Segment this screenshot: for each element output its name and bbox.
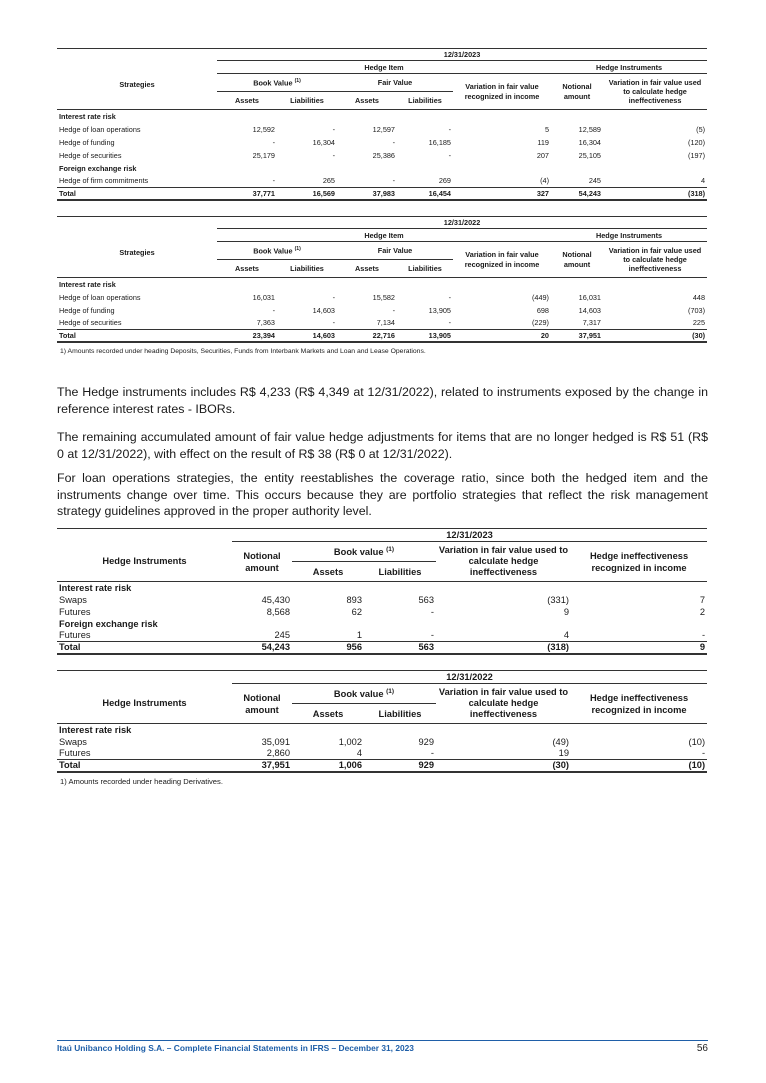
table-date: 12/31/2023 [217,49,707,61]
table-row: Hedge of funding - 14,603 - 13,905 698 14,603 (703) [59,305,706,315]
footnote: 1) Amounts recorded under heading Deposits, Securities, Funds from Interbank Markets and Loan and Lease Operations. [60,348,426,355]
table-row: Hedge of securities 25,179 - 25,386 - 207 25,105 (197) [59,150,706,160]
table-row: Futures 245 1 - 4 - [59,630,706,641]
assets-header: Assets [355,264,379,273]
variation-ineff-header: Variation in fair value used to calculate hedge ineffectiveness [608,246,702,273]
section-title: Interest rate risk [57,582,707,594]
footer-divider [57,1040,708,1041]
instruments-table-2022 [57,670,707,773]
section-title: Interest rate risk [57,110,707,123]
page-number: 56 [696,1043,708,1054]
hedge-item-header: Hedge Item [217,229,551,242]
assets-header: Assets [235,96,259,105]
variation-ineff-header: Variation in fair value used to calculate hedge ineffectiveness [438,545,569,577]
fair-value-header: Fair Value [337,242,453,260]
paragraph: The remaining accumulated amount of fair value hedge adjustments for items that are no longer hedged is R$ 51 (R$ 0 at 12/31/2022), with effect on the result of R$ 38 (R$ 0 at 12/31/2022). [57,430,708,461]
hedge-table-2023 [57,48,707,201]
table-row: Futures 2,860 4 - 19 - [59,748,706,759]
table-date: 12/31/2022 [217,217,707,229]
table-row: Hedge of loan operations 12,592 - 12,597 - 5 12,589 (5) [59,124,706,134]
footer-title: Itaú Unibanco Holding S.A. – Complete Financial Statements in IFRS – December 31, 2023 [57,1043,414,1053]
section-title: Interest rate risk [57,278,707,291]
variation-header: Variation in fair value recognized in income [464,249,540,269]
variation-header: Variation in fair value recognized in income [464,81,540,101]
total-row: Total 37,951 1,006 929 (30) (10) [59,760,706,771]
notional-header: Notional amount [243,550,281,573]
strategies-header: Strategies [119,80,155,90]
assets-header: Assets [235,264,259,273]
table-date: 12/31/2022 [232,671,707,684]
table-date: 12/31/2023 [232,529,707,542]
assets-header: Assets [312,708,344,719]
paragraph: The Hedge instruments includes R$ 4,233 (R$ 4,349 at 12/31/2022), related to instruments exposed by the change in reference interest rates - IBORs. [57,385,708,416]
instruments-table-2023 [57,528,707,655]
variation-ineff-header: Variation in fair value used to calculate hedge ineffectiveness [608,78,702,105]
table-row: Hedge of firm commitments - 265 - 269 (4) 245 4 [59,176,706,186]
liabilities-header: Liabilities [408,264,442,273]
notional-header: Notional amount [562,81,592,101]
paragraph: For loan operations strategies, the entity reestablishes the coverage ratio, since both the hedged item and the instruments change over time. This occurs because they are portfolio strategies that reflect the risk management strategy guidelines approved in the proper authority level. [57,471,708,518]
hedge-instruments-header: Hedge Instruments [551,229,707,242]
strategies-header: Strategies [119,248,155,258]
book-value-header: Book Value $^{(1)}$ [217,242,337,260]
book-value-header: Book value $^{(1)}$ [292,542,436,562]
section-title: Foreign exchange risk [59,163,137,173]
fair-value-header: Fair Value [337,74,453,92]
hedge-instruments-header: Hedge Instruments [102,556,187,567]
total-row: Total 37,771 16,569 37,983 16,454 327 54,243 (318) [59,188,706,198]
book-value-header: Book value $^{(1)}$ [292,684,436,704]
assets-header: Assets [355,96,379,105]
footnote: 1) Amounts recorded under heading Derivatives. [60,777,223,786]
total-row: Total 23,394 14,603 22,716 13,905 20 37,951 (30) [59,330,706,340]
section-title: Foreign exchange risk [59,618,158,629]
table-row: Futures 8,568 62 - 9 2 [59,606,706,617]
section-title: Interest rate risk [57,724,707,736]
hedge-table-2022 [57,216,707,343]
hedge-item-header: Hedge Item [217,61,551,74]
liabilities-header: Liabilities [290,264,324,273]
liabilities-header: Liabilities [408,96,442,105]
liabilities-header: Liabilities [290,96,324,105]
table-row: Swaps 45,430 893 563 (331) 7 [59,594,706,605]
hedge-ineff-header: Hedge ineffectiveness recognized in income [589,550,689,573]
table-row: Hedge of loan operations 16,031 - 15,582 - (449) 16,031 448 [59,292,706,302]
liabilities-header: Liabilities [378,566,422,577]
table-row: Hedge of funding - 16,304 - 16,185 119 16,304 (120) [59,137,706,147]
table-row: Swaps 35,091 1,002 929 (49) (10) [59,736,706,747]
total-row: Total 54,243 956 563 (318) 9 [59,642,706,653]
variation-ineff-header: Variation in fair value used to calculate hedge ineffectiveness [438,687,569,719]
hedge-instruments-header: Hedge Instruments [551,61,707,74]
liabilities-header: Liabilities [378,708,422,719]
table-row: Hedge of securities 7,363 - 7,134 - (229) 7,317 225 [59,318,706,328]
book-value-header: Book Value $^{(1)}$ [217,74,337,92]
notional-header: Notional amount [243,692,281,715]
hedge-instruments-header: Hedge Instruments [102,698,187,709]
notional-header: Notional amount [562,249,592,269]
assets-header: Assets [312,566,344,577]
hedge-ineff-header: Hedge ineffectiveness recognized in income [589,692,689,715]
